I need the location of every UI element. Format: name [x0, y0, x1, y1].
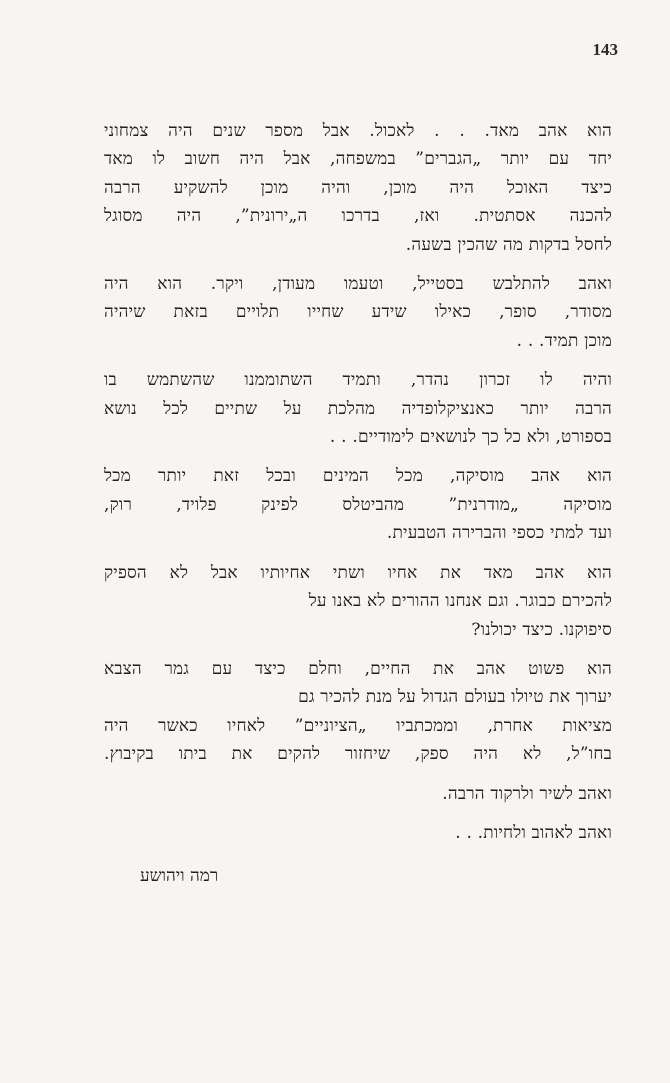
text-line: להכירם כבוגר. וגם אנחנו ההורים לא באנו על [308, 591, 612, 612]
memorial-text [104, 117, 612, 858]
text-line: ואהב להתלבש בסטייל, וטעמו מעודן, ויקר. הוא היה [104, 274, 612, 295]
page-number: 143 [592, 40, 618, 59]
paragraph-music [104, 462, 612, 547]
paragraph-food [104, 117, 612, 259]
paragraph-memory [104, 366, 612, 451]
text-line: הוא אהב מאד. . . לאכול. אבל מספר שנים היה צמחוני [104, 121, 612, 141]
text-line: הוא פשוט אהב את החיים, וחלם כיצד עם גמר הצבא [104, 658, 612, 679]
text-line: ואהב לאהוב ולחיות. . . [455, 822, 612, 843]
text-line: להכנה אסתטית. ואז, בדרכו ה„ירונית”, היה מסוגל [104, 206, 612, 227]
text-line: יערוך את טיולו בעולם הגדול על מנת להכיר גם [298, 687, 612, 708]
signature: רמה ויהושע [140, 866, 219, 886]
text-line: הרבה יותר כאנציקלופדיה מהלכת על שתיים לכל נושא [104, 398, 612, 419]
text-line: יחד עם יותר „הגברים” במשפחה, אבל היה חשוב לו מאד [104, 149, 612, 170]
paragraph-style [104, 270, 612, 355]
text-line: מסודר, סופר, כאילו שידע שחייו תלויים בזאת שיהיה [104, 302, 612, 323]
paragraph-life [104, 655, 612, 769]
text-line: והיה לו זכרון נהדר, ותמיד השתוממנו שהשתמש בו [104, 370, 612, 391]
text-line: כיצד האוכל היה מוכן, והיה מוכן להשקיע הרבה [104, 177, 612, 198]
paragraph-love [104, 819, 612, 847]
text-line: ועד למתי כספי והברירה הטבעית. [386, 523, 612, 544]
text-line: ואהב לשיר ולרקוד הרבה. [442, 783, 612, 804]
text-line: בספורט, ולא כל כך לנושאים לימודיים. . . [329, 427, 612, 448]
paragraph-siblings [104, 559, 612, 644]
text-line: בחו”ל, לא היה ספק, שיחזור להקים את ביתו בקיבוץ. [104, 744, 612, 765]
text-line: לחסל בדקות מה שהכין בשעה. [405, 234, 612, 255]
text-line: הוא אהב מאד את אחיו ושתי אחיותיו אבל לא הספיק [104, 562, 612, 583]
text-line: הוא אהב מוסיקה, מכל המינים ובכל זאת יותר מכל [104, 466, 612, 487]
text-line: מוסיקה „מודרנית” מהביטלס לפינק פלויד, רוק, [104, 494, 612, 515]
text-line: מציאות אחרת, וממכתביו „הציוניים” לאחיו כאשר היה [104, 715, 612, 736]
paragraph-sing [104, 780, 612, 808]
text-line: מוכן תמיד. . . [516, 330, 612, 351]
text-line: סיפוקנו. כיצד יכולנו? [471, 619, 612, 640]
